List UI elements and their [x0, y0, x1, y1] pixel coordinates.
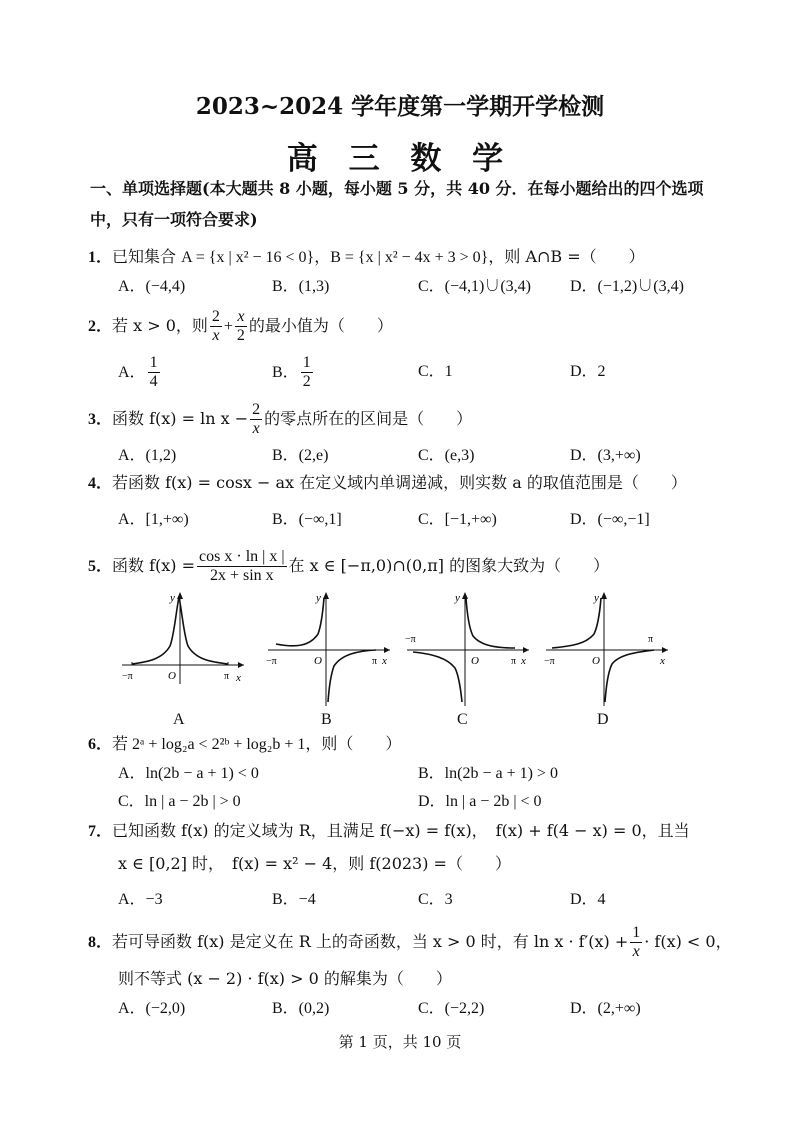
q2-option-b[interactable] — [272, 352, 315, 393]
question-3-stem — [88, 399, 472, 440]
tick-pi: π — [648, 634, 654, 645]
fraction-denominator: 2 — [302, 373, 311, 390]
fraction-denominator: x — [212, 327, 220, 344]
fraction-numerator: 1 — [632, 924, 641, 941]
fraction-numerator: 2 — [252, 401, 261, 418]
question-text: 若可导函数 f(x) 是定义在 R 上的奇函数，当 x > 0 时，有 ln x · f′(x) + — [112, 932, 629, 951]
q4-option-b[interactable]: B．(−∞,1] — [272, 511, 342, 528]
question-number: 4． — [88, 475, 113, 492]
graph-label-c: C — [457, 711, 468, 728]
fraction-denominator: x — [632, 943, 640, 960]
graph-c[interactable] — [403, 588, 533, 708]
y-axis-arrow — [177, 592, 183, 599]
question-text: 若 2ᵃ + log₂a < 2²ᵇ + log₂b + 1，则（ ） — [112, 736, 402, 753]
question-number: 1． — [88, 249, 113, 266]
x-axis-arrow — [523, 647, 529, 653]
q2-option-a[interactable] — [118, 352, 162, 393]
q8-option-d[interactable]: D．(2,+∞) — [570, 1000, 641, 1017]
section-heading-line-1: 一、单项选择题(本大题共 8 小题，每小题 5 分，共 40 分．在每小题给出的四个选项 — [90, 179, 704, 198]
origin-label: O — [471, 655, 479, 667]
tick-neg-pi: −π — [544, 656, 555, 667]
x-label: x — [236, 672, 241, 684]
curve-left — [413, 652, 462, 702]
tick-pi: π — [224, 671, 230, 682]
exam-title: 2023~2024 学年度第一学期开学检测 — [195, 93, 605, 120]
question-text: 函数 f(x) = ln x − — [112, 409, 249, 428]
q8-option-b[interactable]: B．(0,2) — [272, 1000, 330, 1017]
tick-pi: π — [511, 656, 517, 667]
origin-label: O — [314, 655, 322, 667]
fraction-denominator: x — [252, 420, 260, 437]
question-text: 已知集合 — [112, 247, 182, 266]
curve-left — [276, 598, 324, 646]
fraction — [148, 354, 160, 391]
x-axis-arrow — [384, 647, 390, 653]
fraction-denominator: 2x + sin x — [209, 567, 274, 584]
question-text: ，则 A∩B =（ ） — [488, 247, 645, 266]
fraction — [301, 354, 313, 391]
q2-option-c[interactable]: C．1 — [418, 363, 453, 380]
q6-option-b[interactable]: B．ln(2b − a + 1) > 0 — [418, 765, 558, 782]
q1-option-d[interactable]: D．(−1,2)∪(3,4) — [570, 278, 684, 295]
page-footer: 第 1 页，共 10 页 — [338, 1033, 462, 1051]
curve-right — [466, 598, 515, 648]
y-label: y — [594, 592, 599, 604]
option-letter: A． — [118, 364, 146, 381]
graph-label-a: A — [173, 711, 185, 728]
tick-neg-pi: −π — [122, 671, 133, 682]
option-letter: B． — [272, 364, 299, 381]
y-label: y — [170, 592, 175, 604]
graph-label-d: D — [597, 711, 609, 728]
question-number: 8． — [88, 934, 113, 951]
question-number: 5． — [88, 558, 113, 575]
tick-pi: π — [372, 656, 378, 667]
question-text: 若函数 f(x) = cosx − ax 在定义域内单调递减，则实数 a 的取值范围是（ ） — [112, 473, 687, 492]
y-label: y — [316, 592, 321, 604]
fraction-numerator: x — [235, 308, 247, 327]
y-label: y — [455, 592, 460, 604]
tick-neg-pi: −π — [405, 634, 416, 645]
q3-option-d[interactable]: D．(3,+∞) — [570, 447, 641, 464]
question-7-stem-line-1 — [88, 820, 690, 843]
question-text: 已知函数 f(x) 的定义域为 R，且满足 f(−x) = f(x)， f(x) + f(4 − x) = 0，且当 — [112, 821, 690, 840]
q8-option-c[interactable]: C．(−2,2) — [418, 1000, 485, 1017]
q3-option-b[interactable]: B．(2,e) — [272, 447, 329, 464]
separator: ， — [314, 247, 331, 266]
question-4-stem — [88, 472, 687, 495]
question-2-stem — [88, 306, 393, 347]
q4-option-c[interactable]: C．[−1,+∞) — [418, 511, 497, 528]
x-axis-arrow — [662, 647, 668, 653]
fraction — [250, 401, 262, 438]
question-number: 6． — [88, 736, 113, 753]
y-axis-arrow — [601, 592, 607, 599]
x-axis-arrow — [238, 662, 244, 668]
question-7-stem-line-2: x ∈ [0,2] 时， f(x) = x² − 4，则 f(2023) =（ ） — [118, 854, 511, 873]
question-text: 若 x > 0，则 — [112, 316, 208, 335]
x-label: x — [382, 655, 387, 667]
section-heading-line-2: 中，只有一项符合要求) — [90, 210, 258, 229]
curve-right — [328, 650, 376, 702]
q1-option-a[interactable]: A．(−4,4) — [118, 278, 186, 295]
set-a: A = {x | x² − 16 < 0} — [181, 249, 315, 266]
q7-option-d[interactable]: D．4 — [570, 891, 606, 908]
q6-option-d[interactable]: D．ln | a − 2b | < 0 — [418, 793, 542, 810]
question-8-stem-line-1 — [88, 922, 732, 963]
set-b: B = {x | x² − 4x + 3 > 0} — [330, 249, 489, 266]
origin-label: O — [592, 655, 600, 667]
q7-option-c[interactable]: C．3 — [418, 891, 453, 908]
question-8-stem-line-2: 则不等式 (x − 2) · f(x) > 0 的解集为（ ） — [118, 969, 452, 988]
q4-option-d[interactable]: D．(−∞,−1] — [570, 511, 650, 528]
exam-subject: 高 三 数 学 — [286, 141, 514, 177]
fraction — [630, 924, 642, 961]
question-6-stem — [88, 734, 401, 756]
q3-option-c[interactable]: C．(e,3) — [418, 447, 475, 464]
curve-right — [605, 650, 654, 702]
question-1-stem — [88, 246, 645, 269]
q7-option-a[interactable]: A．−3 — [118, 891, 163, 908]
question-text: 的零点所在的区间是（ ） — [264, 409, 473, 428]
q3-option-a[interactable]: A．(1,2) — [118, 447, 177, 464]
plus-sign: + — [223, 318, 233, 335]
graph-a[interactable] — [118, 588, 248, 688]
tick-neg-pi: −π — [266, 656, 277, 667]
question-text: · f(x) < 0， — [644, 932, 732, 951]
y-axis-arrow — [462, 592, 468, 599]
fraction-denominator: 4 — [149, 373, 158, 390]
fraction-numerator: 1 — [149, 354, 158, 371]
fraction-numerator: 2 — [211, 308, 220, 325]
question-number: 3． — [88, 411, 113, 428]
graph-b[interactable] — [264, 588, 394, 708]
question-5-stem — [88, 546, 609, 587]
q1-option-c[interactable]: C．(−4,1)∪(3,4) — [418, 278, 532, 295]
fraction — [210, 308, 222, 345]
fraction-numerator: 1 — [302, 354, 311, 371]
graph-label-b: B — [321, 711, 332, 728]
q8-option-a[interactable]: A．(−2,0) — [118, 1000, 186, 1017]
origin-label: O — [168, 670, 176, 682]
y-axis-arrow — [323, 592, 329, 599]
question-text: 函数 f(x) = — [112, 556, 196, 575]
x-label: x — [660, 655, 665, 667]
q1-option-b[interactable]: B．(1,3) — [272, 278, 330, 295]
fraction — [197, 548, 287, 585]
question-text: 在 x ∈ [−π,0)∩(0,π] 的图象大致为（ ） — [288, 556, 610, 575]
graph-d[interactable] — [542, 588, 672, 708]
curve-left — [552, 598, 601, 648]
q6-option-c[interactable]: C．ln | a − 2b | > 0 — [118, 793, 241, 810]
fraction-denominator: 2 — [236, 327, 245, 344]
fraction-numerator: cos x · ln | x | — [199, 548, 285, 565]
q2-option-d[interactable]: D．2 — [570, 363, 606, 380]
x-label: x — [521, 655, 526, 667]
question-text: 的最小值为（ ） — [248, 316, 393, 335]
question-number: 2． — [88, 318, 113, 335]
fraction — [235, 308, 247, 345]
question-number: 7． — [88, 823, 113, 840]
q4-option-a[interactable]: A．[1,+∞) — [118, 511, 189, 528]
q6-option-a[interactable]: A．ln(2b − a + 1) < 0 — [118, 765, 259, 782]
q7-option-b[interactable]: B．−4 — [272, 891, 316, 908]
